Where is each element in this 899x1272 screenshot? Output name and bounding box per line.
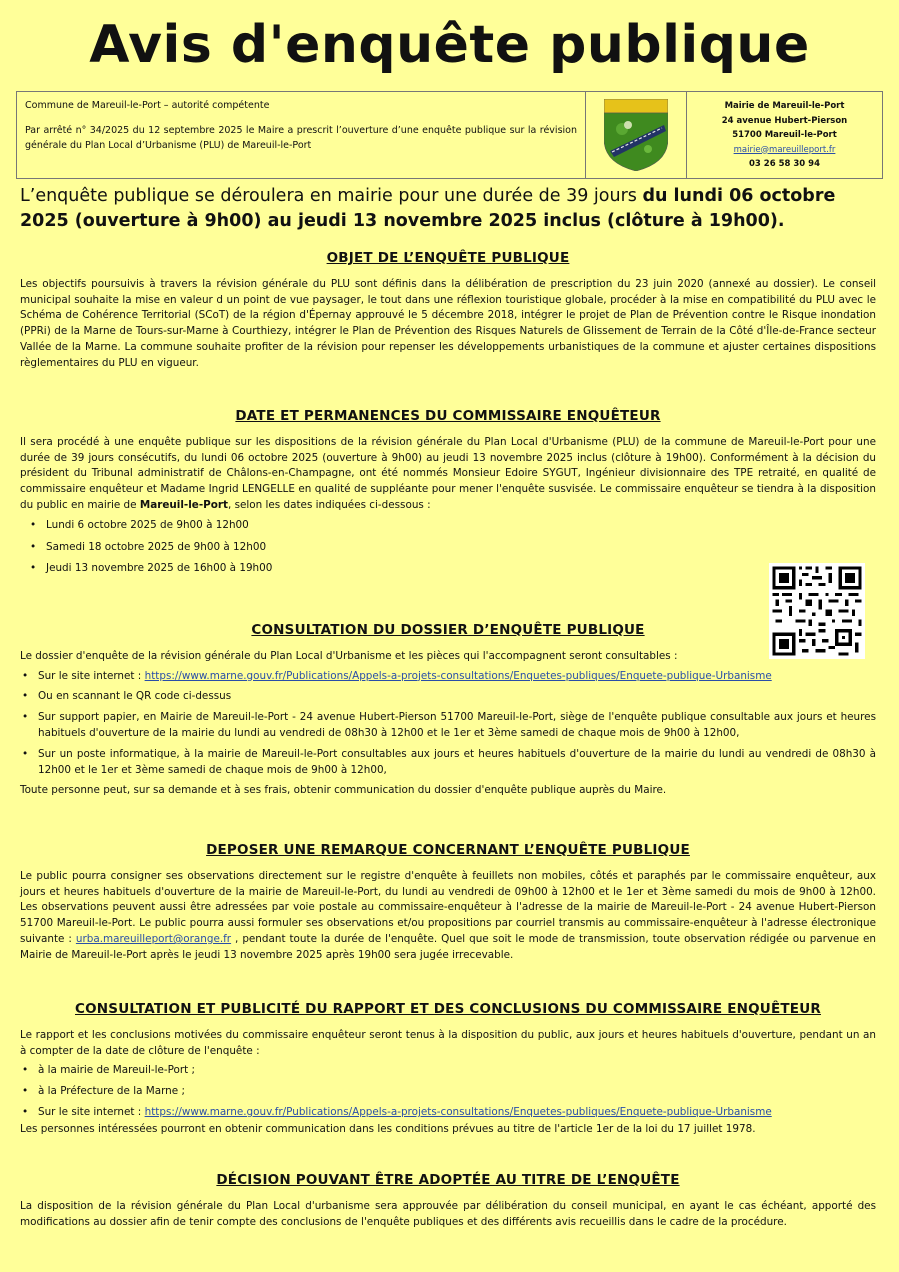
page-title: Avis d'enquête publique (89, 15, 810, 75)
commissaire-email-link[interactable]: urba.mareuilleport@orange.fr (75, 932, 232, 945)
rapport-item3-label: Sur le site internet : (38, 1105, 145, 1118)
intro-paragraph (20, 184, 880, 234)
heading-objet: OBJET DE L’ENQUÊTE PUBLIQUE (326, 250, 570, 266)
mairie-phone: 03 26 58 30 94 (749, 159, 820, 169)
mairie-email-link[interactable]: mairie@mareuilleport.fr (733, 144, 836, 155)
deposer-text (20, 869, 876, 964)
date-text-a: Il sera procédé à une enquête publique sur les dispositions de la révision générale du Plan Local d'Urbanisme (PLU) de la commune de Mareuil-le-Port pour une durée de 39 jours consécutifs, du lundi 06 octobre 2025 (ouverture à 9h00) au jeudi 13 novembre 2025 inclus (clôture à 19h00). Conformément à la décision du président du Tribunal administratif de Châlons-en-Champagne, ont été nommés Monsieur Edoire SYGUT, Ingénieur divisionnaire des TPE retraité, en qualité de commissaire enquêteur et Madame Ingrid LENGELLE en qualité de suppléante pour mener l'enquête susvisée. Le commissaire enquêteur se tiendra à la disposition du public en mairie de (20, 435, 876, 511)
mairie-city: 51700 Mareuil-le-Port (732, 130, 837, 140)
list-item: • à la mairie de Mareuil-le-Port ; (20, 1063, 876, 1079)
rapport-list (20, 1063, 876, 1120)
authority-text: Commune de Mareuil-le-Port – autorité compétente (25, 100, 270, 111)
mairie-contact-block (687, 92, 882, 178)
header-authority-block (17, 92, 586, 178)
date-text-bold: Mareuil-le-Port (139, 498, 228, 511)
mairie-street: 24 avenue Hubert-Pierson (721, 115, 848, 126)
header-box (16, 91, 883, 179)
objet-text: Les objectifs poursuivis à travers la révision générale du PLU sont définis dans la délibération de prescription du 23 juin 2020 (annexé au dossier). Le conseil municipal souhaite la mise en valeur d un point de vue paysager, le tout dans une réflexion touristique globale, procéder à la mise en compatibilité du PLU avec le Schéma de Cohérence Territorial (SCoT) de la région d'Épernay approuvé le 5 décembre 2018, intégrer le projet de Plan de Prévention contre le Risque inondation (PPRi) de la Marne de Tours-sur-Marne à Courthiezy, intégrer le Plan de Prévention des Risques Naturels de Glissement de Terrain de la Côté d'Île-de-France secteur Vallée de la Marne. La commune souhaite profiter de la révision pour repenser les développements urbanistiques de la commune et ajuster certaines dispositions règlementaires du PLU en vigueur. (20, 277, 876, 369)
section-decision (20, 1173, 876, 1230)
mairie-name: Mairie de Mareuil-le-Port (724, 101, 845, 111)
list-item (20, 669, 876, 685)
list-item: • Sur un poste informatique, à la mairie de Mareuil-le-Port consultables aux jours et heures habituels d'ouverture de la mairie du lundi au vendredi de 08h30 à 12h00 et le 1er et 3ème samedi de chaque mois de 9h00 à 12h00, (20, 747, 876, 779)
list-item: • Sur support papier, en Mairie de Mareuil-le-Port - 24 avenue Hubert-Pierson 51700 Mareuil-le-Port, siège de l'enquête publique consultable aux jours et heures habituels d'ouverture de la mairie du lundi au vendredi de 08h30 à 12h00 et le 1er et 3ème samedi de chaque mois de 9h00 à 12h00, (20, 710, 876, 742)
marne-website-link-2[interactable]: https://www.marne.gouv.fr/Publications/Appels-a-projets-consultations/Enquetes-publiques/Enquete-publique-Urbanisme (144, 1105, 772, 1118)
heading-consultation: CONSULTATION DU DOSSIER D’ENQUÊTE PUBLIQUE (251, 622, 645, 638)
deposer-text-a: Le public pourra consigner ses observations directement sur le registre d'enquête à feuillets non mobiles, côtés et paraphés par le commissaire enquêteur, aux jours et heures habituels d'ouverture de la mairie de Mareuil-le-Port, du lundi au vendredi de 09h00 à 12h00 et le 1er et 3ème samedi du mois de 9h00 à 12h00. Les observations peuvent aussi être adressées par voie postale au commissaire-enquêteur à l'adresse de la mairie de Mareuil-le-Port - 24 avenue Hubert-Pierson 51700 Mareuil-le-Port. Le public pourra aussi formuler ses observations et/ou propositions par courriel transmis au commissaire-enquêteur à l'adresse électronique suivante : (20, 869, 876, 945)
list-item: • Jeudi 13 novembre 2025 de 16h00 à 19h00 (28, 561, 876, 577)
list-item (20, 1105, 876, 1121)
rapport-footer: Les personnes intéressées pourront en obtenir communication dans les conditions prévues au titre de l'article 1er de la loi du 17 juillet 1978. (20, 1122, 756, 1135)
consultation-footer: Toute personne peut, sur sa demande et à ses frais, obtenir communication du dossier d'enquête publique auprès du Maire. (20, 784, 667, 797)
section-deposer (20, 843, 876, 964)
section-consultation (20, 623, 876, 799)
marne-website-link[interactable]: https://www.marne.gouv.fr/Publications/Appels-a-projets-consultations/Enquetes-publiques/Enquete-publique-Urbanisme (144, 669, 772, 682)
heading-date: DATE ET PERMANENCES DU COMMISSAIRE ENQUÊTEUR (235, 408, 661, 424)
consultation-text: Le dossier d'enquête de la révision générale du Plan Local d'Urbanisme et les pièces qui l'accompagnent seront consultables : (20, 649, 678, 662)
heading-rapport: CONSULTATION ET PUBLICITÉ DU RAPPORT ET DES CONCLUSIONS DU COMMISSAIRE ENQUÊTEUR (75, 1001, 821, 1017)
intro-dates: du lundi 06 octobre 2025 (ouverture à 9h00) au jeudi 13 novembre 2025 inclus (clôture à 19h00). (20, 186, 836, 231)
list-item: • Ou en scannant le QR code ci-dessus (20, 689, 876, 705)
section-date (20, 409, 876, 582)
list-item: • à la Préfecture de la Marne ; (20, 1084, 876, 1100)
intro-text: L’enquête publique se déroulera en mairie pour une durée de 39 jours (20, 186, 643, 206)
arrete-text: Par arrêté n° 34/2025 du 12 septembre 2025 le Maire a prescrit l’ouverture d’une enquête publique sur la révision générale du Plan Local d’Urbanisme (PLU) de Mareuil-le-Port (25, 125, 577, 151)
coat-of-arms-icon (586, 92, 687, 178)
permanences-list (20, 518, 876, 577)
list-item: • Lundi 6 octobre 2025 de 9h00 à 12h00 (28, 518, 876, 534)
rapport-text: Le rapport et les conclusions motivées du commissaire enquêteur seront tenus à la disposition du public, aux jours et heures habituels d'ouverture, pendant un an à compter de la date de clôture de l'enquête : (20, 1028, 876, 1057)
date-text (20, 435, 876, 514)
section-objet (20, 251, 876, 372)
consultation-list (20, 669, 876, 779)
heading-decision: DÉCISION POUVANT ÊTRE ADOPTÉE AU TITRE DE L’ENQUÊTE (216, 1172, 680, 1188)
section-rapport (20, 1002, 876, 1138)
consultation-item1-label: Sur le site internet : (38, 669, 145, 682)
date-text-b: , selon les dates indiquées ci-dessous : (227, 498, 431, 511)
heading-deposer: DEPOSER UNE REMARQUE CONCERNANT L’ENQUÊTE PUBLIQUE (206, 842, 690, 858)
decision-text: La disposition de la révision générale du Plan Local d'urbanisme sera approuvée par délibération du conseil municipal, en ayant le cas échéant, apporté des modifications au dossier afin de tenir compte des conclusions de l'enquête publiques et des différents avis recueillis dans le cadre de la procédure. (20, 1199, 876, 1228)
list-item: • Samedi 18 octobre 2025 de 9h00 à 12h00 (28, 540, 876, 556)
deposer-text-b: , pendant toute la durée de l'enquête. Quel que soit le mode de transmission, toute observation rédigée ou parvenue en Mairie de Mareuil-le-Port après le jeudi 13 novembre 2025 après 19h00 sera jugée irrecevable. (20, 932, 876, 961)
